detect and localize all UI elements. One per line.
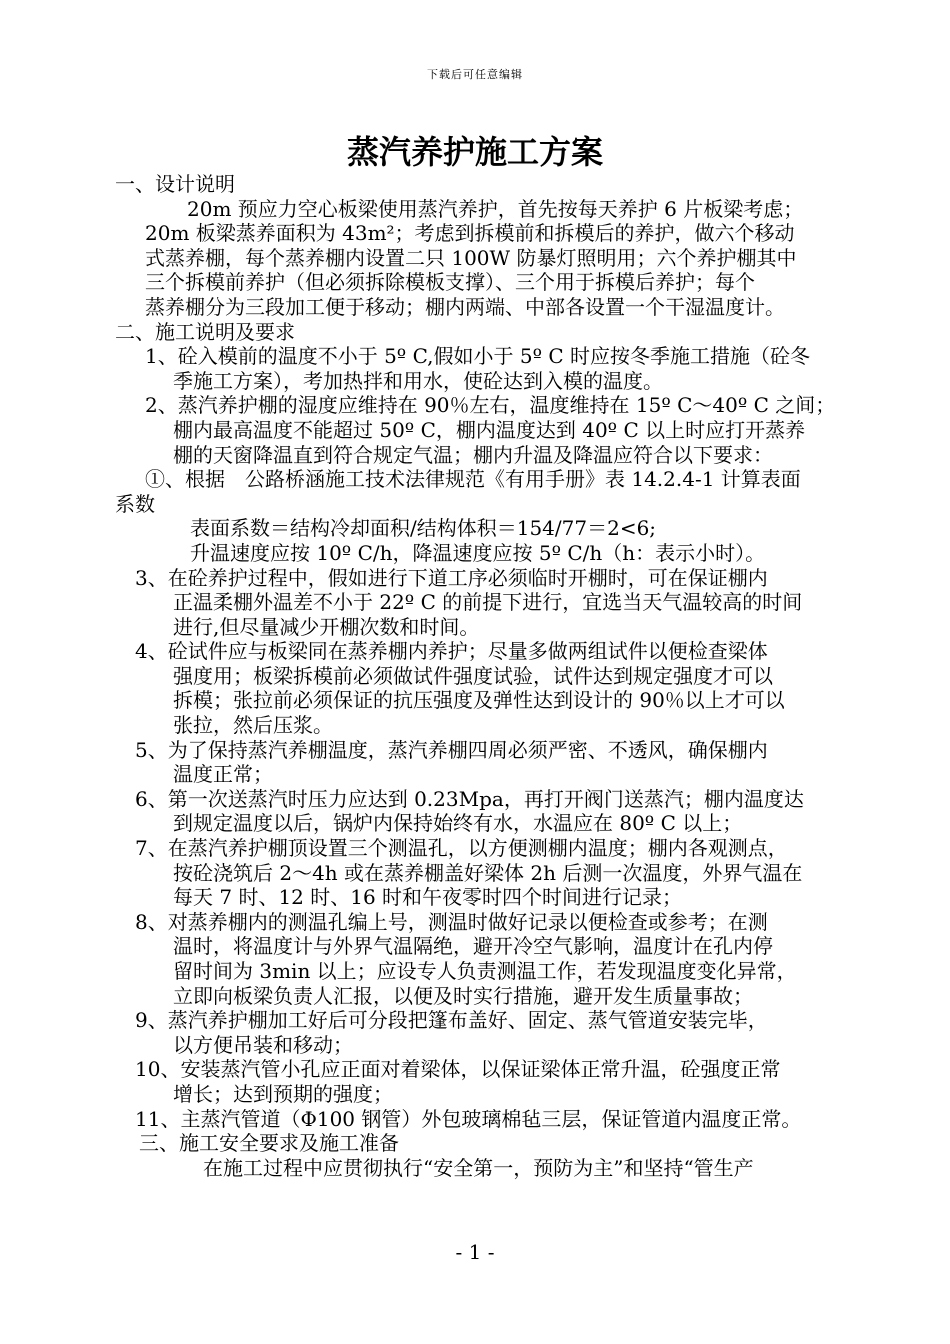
- text-line: 棚内最高温度不能超过 50º C，棚内温度达到 40º C 以上时应打开蒸养: [173, 417, 806, 442]
- text-line: 7、在蒸汽养护棚顶设置三个测温孔，以方便测棚内温度；棚内各观测点，: [135, 836, 788, 861]
- text-line: 式蒸养棚，每个蒸养棚内设置二只 100W 防暴灯照明用；六个养护棚其中: [145, 245, 797, 270]
- text-line: 升温速度应按 10º C/h，降温速度应按 5º C/h（h：表示小时）。: [190, 540, 766, 565]
- text-line: 立即向板梁负责人汇报，以便及时实行措施，避开发生质量事故；: [173, 983, 753, 1008]
- page-number: - 1 -: [455, 1240, 495, 1264]
- text-line: 张拉，然后压浆。: [173, 713, 333, 738]
- text-line: 到规定温度以后，锅炉内保持始终有水，水温应在 80º C 以上；: [173, 811, 743, 836]
- text-line: 5、为了保持蒸汽养棚温度，蒸汽养棚四周必须严密、不透风，确保棚内: [135, 737, 768, 762]
- text-line: 拆模；张拉前必须保证的抗压强度及弹性达到设计的 90％以上才可以: [173, 688, 785, 713]
- text-line: 20m 预应力空心板梁使用蒸汽养护，首先按每天养护 6 片板梁考虑；: [187, 196, 804, 221]
- text-line: 表面系数＝结构冷却面积/结构体积＝154/77＝2<6;: [190, 516, 657, 541]
- text-line: 留时间为 3min 以上；应设专人负责测温工作，若发现温度变化异常，: [173, 959, 797, 983]
- text-line: 系数: [115, 491, 155, 516]
- text-line: 三个拆模前养护（但必须拆除模板支撑）、三个用于拆模后养护；每个: [145, 270, 755, 295]
- text-line: 11、主蒸汽管道（Φ100 钢管）外包玻璃棉毡三层，保证管道内温度正常。: [135, 1106, 802, 1131]
- text-line: 进行,但尽量减少开棚次数和时间。: [173, 614, 480, 639]
- text-line: 9、蒸汽养护棚加工好后可分段把篷布盖好、固定、蒸气管道安装完毕，: [135, 1008, 768, 1033]
- text-line: 3、在砼养护过程中，假如进行下道工序必须临时开棚时，可在保证棚内: [135, 565, 768, 590]
- text-line: 温时，将温度计与外界气温隔绝，避开冷空气影响，温度计在孔内停: [173, 934, 773, 959]
- header-note: 下载后可任意编辑: [427, 68, 523, 81]
- text-line: 棚的天窗降温直到符合规定气温；棚内升温及降温应符合以下要求：: [173, 442, 773, 467]
- text-line: 4、砼试件应与板梁同在蒸养棚内养护；尽量多做两组试件以便检查梁体: [135, 639, 768, 664]
- text-line: 蒸养棚分为三段加工便于移动；棚内两端、中部各设置一个干湿温度计。: [145, 294, 785, 319]
- text-line: 8、对蒸养棚内的测温孔编上号，测温时做好记录以便检查或参考；在测: [135, 909, 768, 934]
- text-line: 季施工方案），考加热拌和用水，使砼达到入模的温度。: [173, 368, 663, 393]
- text-line: 10、安装蒸汽管小孔应正面对着梁体，以保证梁体正常升温，砼强度正常: [135, 1057, 781, 1082]
- text-line: 正温柔棚外温差不小于 22º C 的前提下进行，宜选当天气温较高的时间: [173, 590, 803, 615]
- text-line: 20m 板梁蒸养面积为 43m²；考虑到拆模前和拆模后的养护，做六个移动: [145, 221, 795, 246]
- text-line: 温度正常；: [173, 762, 273, 787]
- text-line: ①、根据 公路桥涵施工技术法律规范《有用手册》表 14.2.4-1 计算表面: [145, 467, 801, 492]
- text-line: 按砼浇筑后 2～4h 或在蒸养棚盖好梁体 2h 后测一次温度，外界气温在: [173, 860, 803, 885]
- text-line: 2、蒸汽养护棚的湿度应维持在 90％左右，温度维持在 15º C～40º C 之间；: [145, 393, 836, 418]
- text-line: 6、第一次送蒸汽时压力应达到 0.23Mpa，再打开阀门送蒸汽；棚内温度达: [135, 786, 804, 811]
- text-line: 三、施工安全要求及施工准备: [139, 1131, 399, 1156]
- text-line: 以方便吊装和移动；: [173, 1032, 353, 1057]
- text-line: 在施工过程中应贯彻执行“安全第一，预防为主”和坚持“管生产: [203, 1155, 754, 1180]
- text-line: 强度用；板梁拆模前必须做试件强度试验，试件达到规定强度才可以: [173, 663, 773, 688]
- text-line: 一、设计说明: [115, 172, 235, 196]
- text-line: 二、施工说明及要求: [115, 319, 295, 344]
- page-title: 蒸汽养护施工方案: [346, 133, 603, 171]
- text-line: 每天 7 时、12 时、16 时和午夜零时四个时间进行记录；: [173, 885, 683, 910]
- text-line: 1、砼入模前的温度不小于 5º C,假如小于 5º C 时应按冬季施工措施（砼冬: [145, 344, 811, 369]
- document-body: [115, 172, 867, 1180]
- text-line: 增长；达到预期的强度；: [173, 1081, 393, 1106]
